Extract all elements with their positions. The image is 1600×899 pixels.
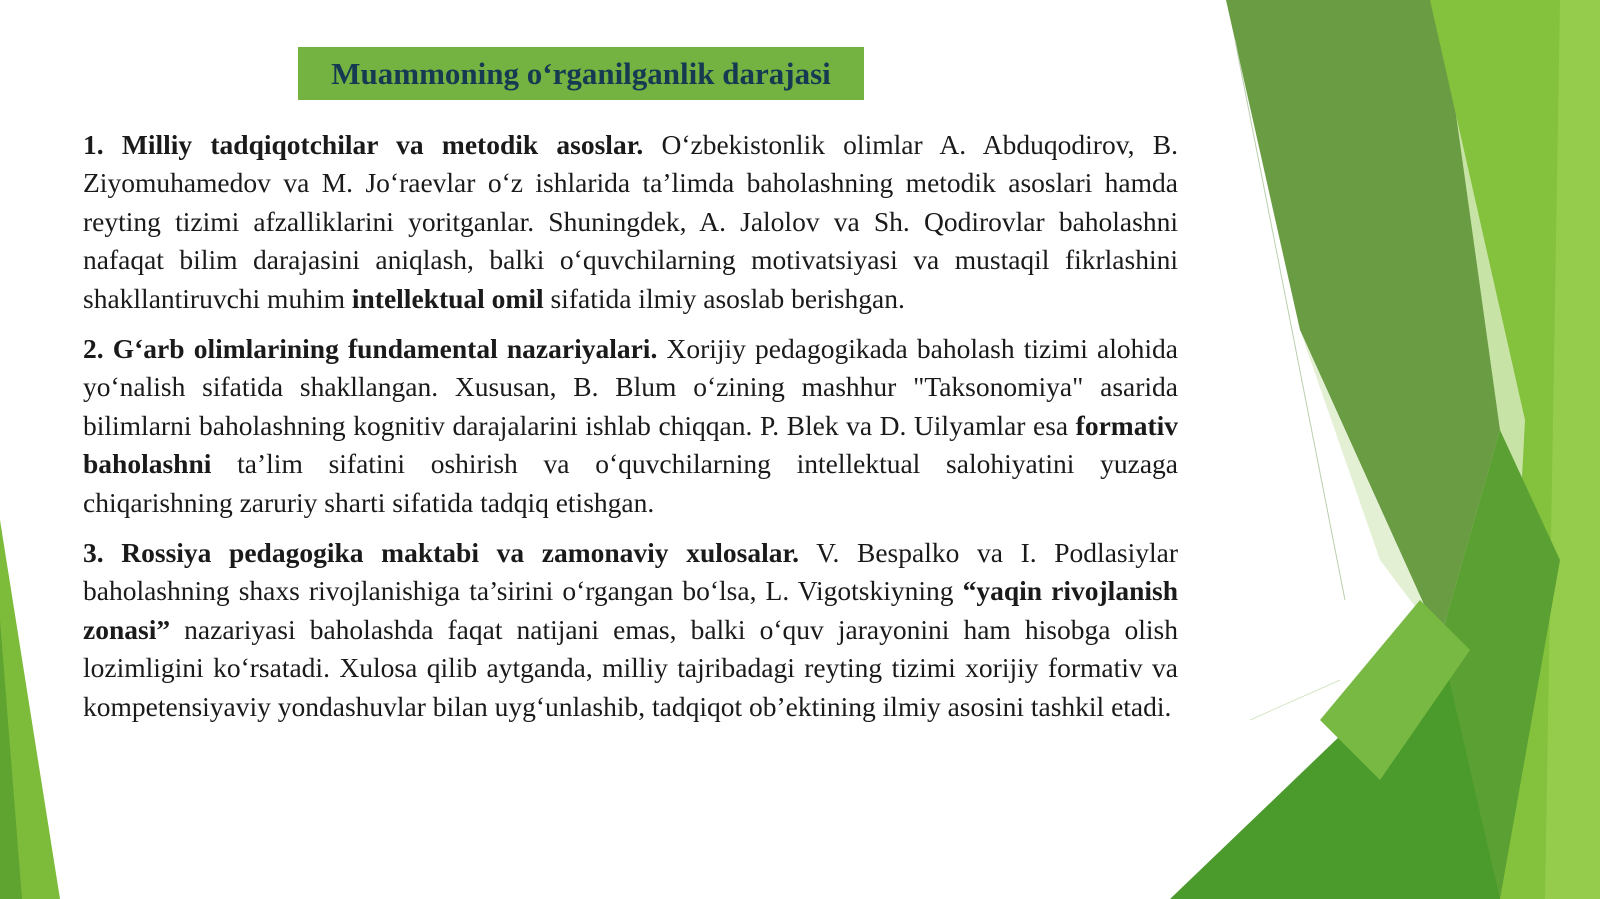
paragraph-3-heading: 3. Rossiya pedagogika maktabi va zamonaviy xulosalar. — [83, 537, 800, 569]
paragraph-2-text-b: ta’lim sifatini oshirish va o‘quvchilarning intellektual salohiyatini yuzaga chiqarishning zaruriy sharti sifatida tadqiq etishgan. — [83, 448, 1178, 518]
paragraph-3 — [83, 534, 1178, 726]
paragraph-2-text-a: Xorijiy pedagogikada baholash tizimi alohida yo‘nalish sifatida shakllangan. Xususan, B. Blum o‘zining mashhur "Taksonomiya" asarida bilimlarni baholashning kognitiv darajalarini ishlab chiqqan. P. Blek va D. Uilyamlar esa — [83, 333, 1179, 441]
slide-title: Muammoning o‘rganilganlik darajasi — [331, 55, 831, 91]
paragraph-3-text-b: nazariyasi baholashda faqat natijani emas, balki o‘quv jarayonini ham hisobga olish lozimligini ko‘rsatadi. Xulosa qilib aytganda, milliy tajribadagi reyting tizimi xorijiy formativ va kompetensiyaviy yondashuvlar bilan uyg‘unlashib, tadqiqot ob’ektining ilmiy asosini tashkil etadi. — [83, 613, 1178, 722]
paragraph-1-text-a: O‘zbekistonlik olimlar A. Abduqodirov, B. Ziyomuhamedov va M. Jo‘raevlar o‘z ishlarida ta’limda baholashning metodik asoslari hamda reyting tizimi afzalliklarini yoritganlar. Shuningdek, A. Jalolov va Sh. Qodirovlar baholashni nafaqat bilim darajasini aniqlash, balki o‘quvchilarning motivatsiyasi va mustaqil fikrlashini shakllantiruvchi muhim — [83, 129, 1178, 314]
paragraph-3-emphasis: “yaqin rivojlanish zonasi” — [83, 575, 1178, 645]
paragraph-1-emphasis: intellektual omil — [351, 282, 544, 314]
paragraph-2-heading: 2. G‘arb olimlarining fundamental nazariyalari. — [83, 333, 658, 365]
body-text — [83, 126, 1178, 738]
title-banner — [298, 47, 864, 100]
paragraph-1-text-b: sifatida ilmiy asoslab berishgan. — [543, 282, 905, 314]
paragraph-1 — [83, 126, 1178, 318]
paragraph-1-heading: 1. Milliy tadqiqotchilar va metodik asoslar. — [83, 129, 644, 160]
paragraph-2 — [83, 330, 1178, 522]
paragraph-2-emphasis: formativ baholashni — [83, 409, 1178, 480]
paragraph-3-text-a: V. Bespalko va I. Podlasiylar baholashning shaxs rivojlanishiga ta’sirini o‘rgangan bo‘lsa, L. Vigotskiyning — [83, 537, 1178, 607]
